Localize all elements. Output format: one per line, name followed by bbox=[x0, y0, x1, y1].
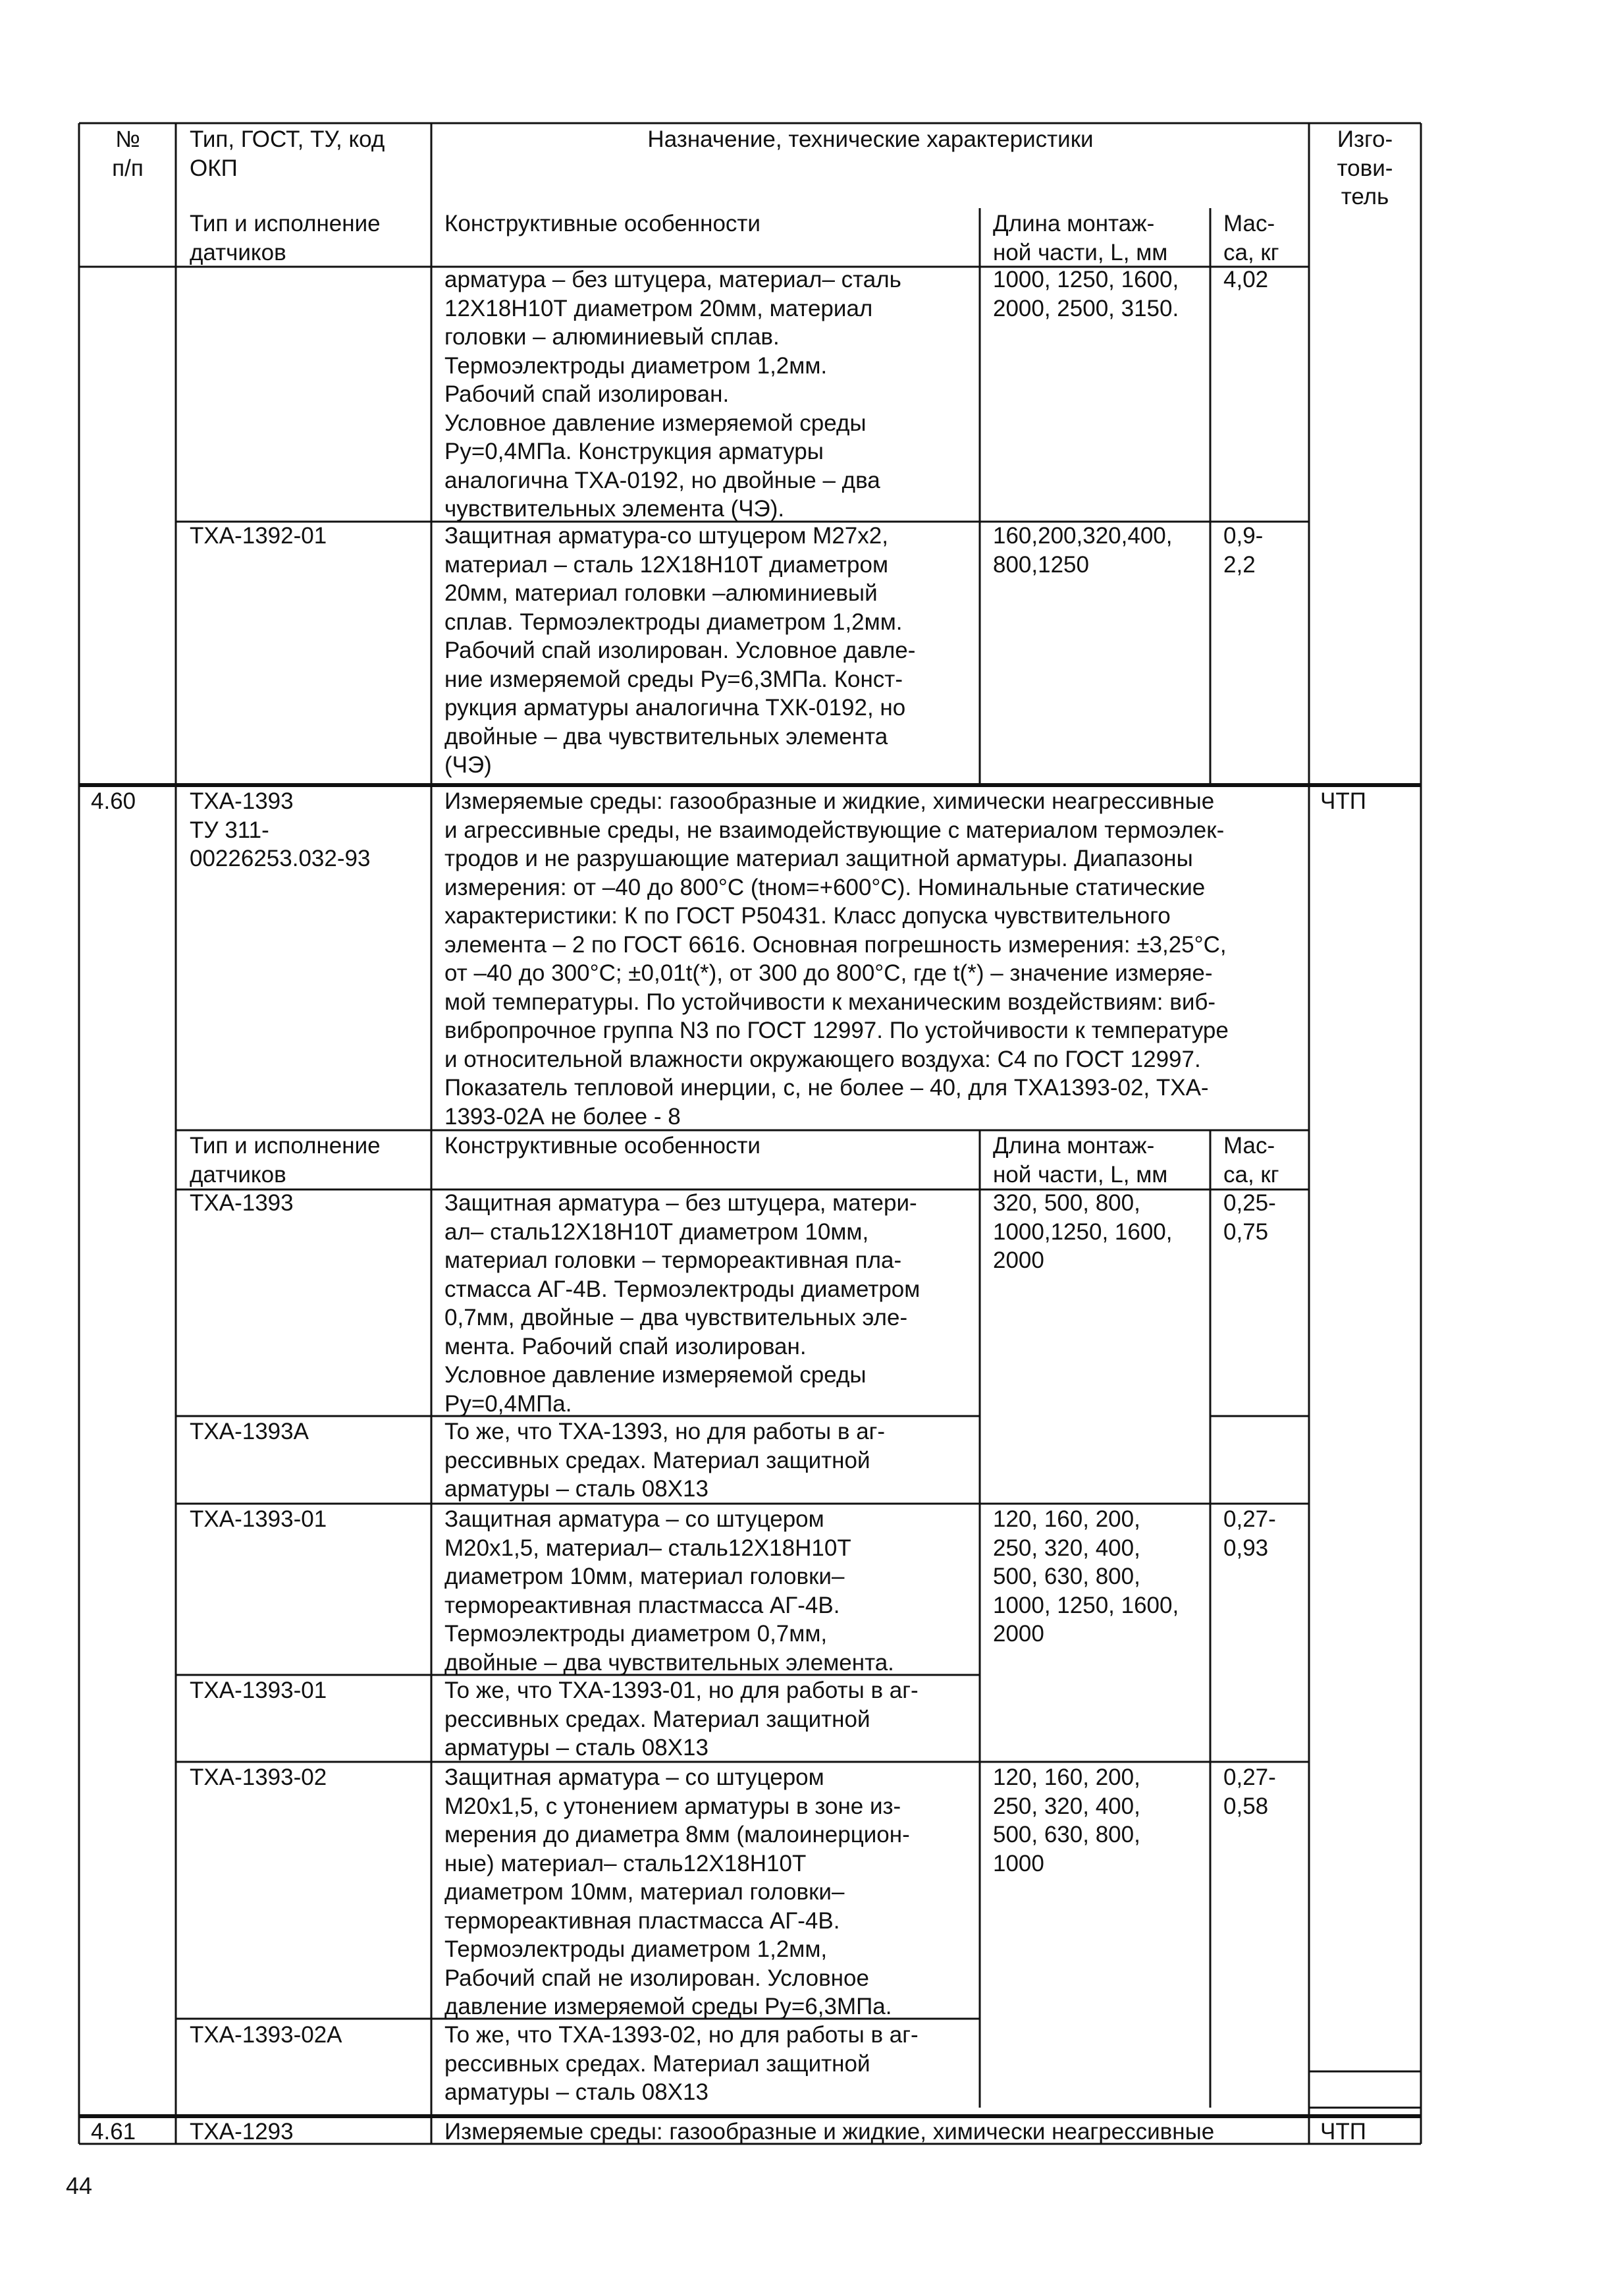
header-mass: Мас- са, кг bbox=[1223, 211, 1279, 265]
row3-type: ТХА-1393 bbox=[190, 1190, 294, 1216]
row1-length: 1000, 1250, 1600, 2000, 2500, 3150. bbox=[993, 267, 1179, 321]
header-purpose: Назначение, технические характеристики bbox=[647, 126, 1094, 152]
subheader-design: Конструктивные особенности bbox=[444, 1133, 761, 1159]
item-460-num: 4.60 bbox=[91, 788, 136, 814]
item-461-num: 4.61 bbox=[91, 2119, 136, 2145]
row3-length: 320, 500, 800, 1000,1250, 1600, 2000 bbox=[993, 1190, 1173, 1273]
row2-design: Защитная арматура-со штуцером М27х2, материал – сталь 12Х18Н10Т диаметром 20мм, материал головки –алюминиевый сплав. Термоэлектроды диаметром 1,2мм. Рабочий спай изолирован. Условное давле- ние измеряемой среды Ру=6,3МПа. Конст- рукция арматуры аналогична ТХК-0192, но двойные – два чувствительных элемента (ЧЭ) bbox=[444, 523, 916, 778]
row1-mass: 4,02 bbox=[1223, 267, 1269, 292]
header-num: № п/п bbox=[112, 126, 144, 181]
row7-length: 120, 160, 200, 250, 320, 400, 500, 630, 800, 1000 bbox=[993, 1764, 1140, 1876]
item-460-type: ТХА-1393 ТУ 311- 00226253.032-93 bbox=[190, 788, 371, 871]
row1-design: арматура – без штуцера, материал– сталь 12Х18Н10Т диаметром 20мм, материал головки – алюминиевый сплав. Термоэлектроды диаметром 1,2мм. Рабочий спай изолирован. Условное давление измеряемой среды Ру=0,4МПа. Конструкция арматуры аналогична ТХА-0192, но двойные – два чувствительных элемента (ЧЭ). bbox=[444, 267, 901, 522]
page-number: 44 bbox=[66, 2172, 93, 2199]
item-461-type: ТХА-1293 bbox=[190, 2119, 294, 2145]
row3-mass: 0,25- 0,75 bbox=[1223, 1190, 1276, 1245]
row2-mass: 0,9- 2,2 bbox=[1223, 523, 1264, 578]
row5-design: Защитная арматура – со штуцером М20х1,5, материал– сталь12Х18Н10Т диаметром 10мм, материал головки– термореактивная пластмасса АГ-4В. Термоэлектроды диаметром 0,7мм, двойные – два чувствительных элемента. bbox=[444, 1506, 894, 1676]
header-sensor-type: Тип и исполнение датчиков bbox=[190, 211, 381, 265]
header-design: Конструктивные особенности bbox=[444, 211, 761, 236]
row4-type: ТХА-1393А bbox=[190, 1419, 309, 1444]
header-type-gost: Тип, ГОСТ, ТУ, код ОКП bbox=[190, 126, 385, 181]
row6-type: ТХА-1393-01 bbox=[190, 1678, 327, 1703]
row7-mass: 0,27- 0,58 bbox=[1223, 1764, 1276, 1819]
row5-mass: 0,27- 0,93 bbox=[1223, 1506, 1276, 1561]
row3-design: Защитная арматура – без штуцера, матери- ал– сталь12Х18Н10Т диаметром 10мм, материал головки – термореактивная пла- стмасса АГ-4В. Термоэлектроды диаметром 0,7мм, двойные – два чувствительных эле- мента. Рабочий спай изолирован. Условное давление измеряемой среды Ру=0,4МПа. bbox=[444, 1190, 921, 1417]
header-length: Длина монтаж- ной части, L, мм bbox=[993, 211, 1168, 265]
row2-length: 160,200,320,400, 800,1250 bbox=[993, 523, 1173, 578]
row8-type: ТХА-1393-02А bbox=[190, 2022, 342, 2048]
header-maker: Изго- тови- тель bbox=[1337, 126, 1393, 209]
item-460-description: Измеряемые среды: газообразные и жидкие, химически неагрессивные и агрессивные среды, не взаимодействующие с материалом термоэлек- тродов и не разрушающие материал защитной арматуры. Диапазоны измерения: от –40 до 800°С (tном=+600°С). Номинальные статические характеристики: К по ГОСТ Р50431. Класс допуска чувствительного элемента – 2 по ГОСТ 6616. Основная погрешность измерения: ±3,25°С, от –40 до 300°С; ±0,01t(*), от 300 до 800°С, где t(*) – значение измеряе- мой температуры. По устойчивости к механическим воздействиям: виб- вибропрочное группа N3 по ГОСТ 12997. По устойчивости к температуре и относительной влажности окружающего воздуха: С4 по ГОСТ 12997. Показатель тепловой инерции, с, не более – 40, для ТХА1393-02, ТХА- 1393-02А не более - 8 bbox=[444, 788, 1229, 1130]
subheader-mass: Мас- са, кг bbox=[1223, 1133, 1279, 1188]
row7-design: Защитная арматура – со штуцером М20х1,5, с утонением арматуры в зоне из- мерения до диаметра 8мм (малоинерцион- ные) материал– сталь12Х18Н10Т диаметром 10мм, материал головки– термореактивная пластмасса АГ-4В. Термоэлектроды диаметром 1,2мм, Рабочий спай не изолирован. Условное давление измеряемой среды Ру=6,3МПа. bbox=[444, 1764, 910, 2019]
row7-type: ТХА-1393-02 bbox=[190, 1764, 327, 1790]
row5-type: ТХА-1393-01 bbox=[190, 1506, 327, 1532]
row4-design: То же, что ТХА-1393, но для работы в аг- рессивных средах. Материал защитной арматуры – сталь 08Х13 bbox=[444, 1419, 886, 1502]
subheader-sensor-type: Тип и исполнение датчиков bbox=[190, 1133, 381, 1188]
row8-design: То же, что ТХА-1393-02, но для работы в аг- рессивных средах. Материал защитной арматуры – сталь 08Х13 bbox=[444, 2022, 919, 2105]
row5-length: 120, 160, 200, 250, 320, 400, 500, 630, 800, 1000, 1250, 1600, 2000 bbox=[993, 1506, 1179, 1647]
item-461-maker: ЧТП bbox=[1320, 2119, 1366, 2145]
item-461-description: Измеряемые среды: газообразные и жидкие, химически неагрессивные bbox=[444, 2119, 1215, 2145]
subheader-length: Длина монтаж- ной части, L, мм bbox=[993, 1133, 1168, 1188]
row6-design: То же, что ТХА-1393-01, но для работы в аг- рессивных средах. Материал защитной арматуры – сталь 08Х13 bbox=[444, 1678, 919, 1761]
item-460-maker: ЧТП bbox=[1320, 788, 1366, 814]
row2-type: ТХА-1392-01 bbox=[190, 523, 327, 549]
